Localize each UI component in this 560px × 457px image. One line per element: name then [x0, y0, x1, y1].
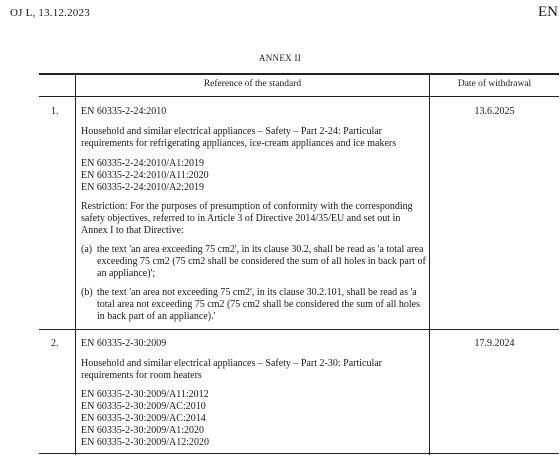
- withdrawal-date: 13.6.2025: [474, 106, 515, 117]
- list-item-a-line: exceeding 75 cm2 (75 cm2 shall be considered the sum of all holes in back part of: [97, 256, 426, 267]
- list-item-b-line: in back part of an appliance).': [97, 311, 216, 322]
- row-number: 2.: [51, 338, 59, 349]
- amendment-reference: EN 60335-2-30:2009/AC:2014: [81, 413, 206, 424]
- standard-reference: EN 60335-2-24:2010: [81, 106, 167, 117]
- standard-title-line: requirements for refrigerating appliances, ice-cream appliances and ice makers: [81, 138, 397, 149]
- table-top-rule: [39, 73, 559, 75]
- amendment-reference: EN 60335-2-30:2009/A1:2020: [81, 425, 205, 436]
- restriction-text-line: Restriction: For the purposes of presumption of conformity with the corresponding: [81, 201, 413, 212]
- restriction-text-line: safety objectives, referred to in Article 3 of Directive 2014/35/EU and set out in: [81, 213, 401, 224]
- annex-title: ANNEX II: [258, 53, 302, 63]
- journal-reference: OJ L, 13.12.2023: [10, 7, 90, 19]
- table-header-rule: [39, 96, 559, 97]
- amendment-reference: EN 60335-2-30:2009/A12:2020: [81, 437, 210, 448]
- list-item-b-line: total area not exceeding 75 cm2 (75 cm2 shall be considered the sum of all holes: [97, 299, 420, 310]
- list-marker-a: (a): [81, 244, 93, 255]
- amendment-reference: EN 60335-2-24:2010/A2:2019: [81, 182, 205, 193]
- column-divider-right: [429, 73, 430, 455]
- list-item-b-line: the text 'an area not exceeding 75 cm2', in its clause 30.2.101, shall be read as 'a: [97, 287, 417, 298]
- list-marker-b: (b): [81, 287, 93, 298]
- column-header-withdrawal: Date of withdrawal: [457, 79, 532, 89]
- row-number: 1.: [51, 106, 59, 117]
- restriction-text-line: Annex I to that Directive:: [81, 225, 184, 236]
- column-divider-left: [75, 73, 76, 455]
- column-header-reference: Reference of the standard: [203, 79, 302, 89]
- withdrawal-date: 17.9.2024: [474, 338, 515, 349]
- standard-title-line: Household and similar electrical appliances – Safety – Part 2-24: Particular: [81, 126, 383, 137]
- standard-title-line: Household and similar electrical appliances – Safety – Part 2-30: Particular: [81, 358, 383, 369]
- list-item-a-line: the text 'an area exceeding 75 cm2', in its clause 30.2, shall be read as 'a total area: [97, 244, 424, 255]
- standard-reference: EN 60335-2-30:2009: [81, 338, 167, 349]
- table-bottom-rule: [39, 453, 559, 454]
- amendment-reference: EN 60335-2-30:2009/AC:2010: [81, 401, 206, 412]
- language-code: EN: [538, 4, 558, 20]
- standard-title-line: requirements for room heaters: [81, 370, 202, 381]
- amendment-reference: EN 60335-2-30:2009/A11:2012: [81, 389, 209, 400]
- amendment-reference: EN 60335-2-24:2010/A11:2020: [81, 170, 209, 181]
- list-item-a-line: an appliance)';: [97, 268, 156, 279]
- row-separator: [39, 329, 559, 330]
- amendment-reference: EN 60335-2-24:2010/A1:2019: [81, 158, 205, 169]
